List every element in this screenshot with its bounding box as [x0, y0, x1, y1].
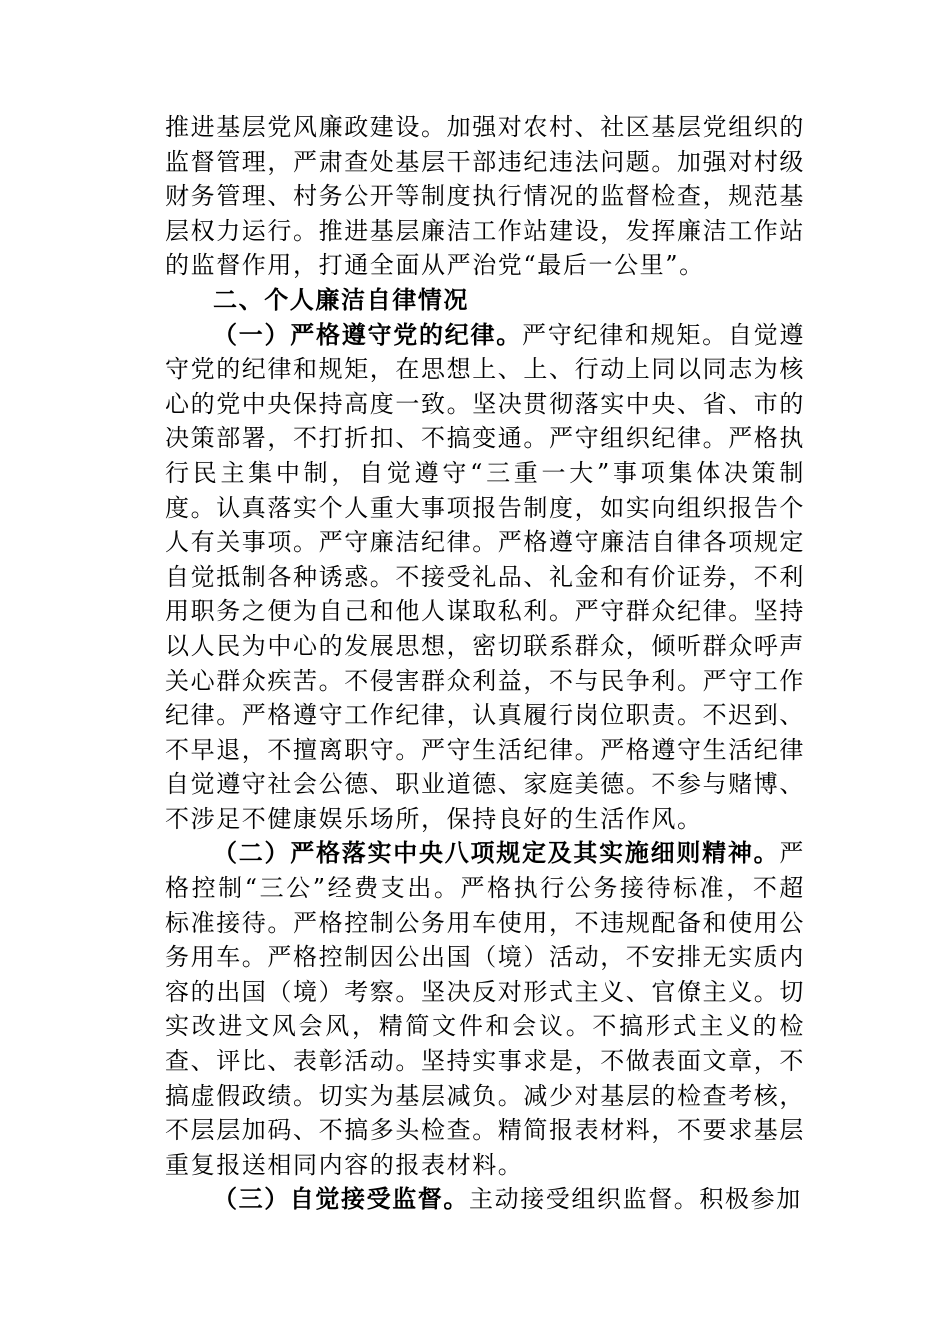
item-paragraph-1	[165, 318, 805, 837]
item-text-2: 严格控制“三公”经费支出。严格执行公务接待标准，不超标准接待。严格控制公务用车使用，不违规配备和使用公务用车。严格控制因公出国（境）活动，不安排无实质内容的出国（境）考察。坚决反对形式主义、官僚主义。切实改进文风会风，精简文件和会议。不搞形式主义的检查、评比、表彰活动。坚持实事求是，不做表面文章，不搞虚假政绩。切实为基层减负。减少对基层的检查考核，不层层加码、不搞多头检查。精简报表材料，不要求基层重复报送相同内容的报表材料。	[165, 839, 805, 1179]
item-text-1: 严守纪律和规矩。自觉遵守党的纪律和规矩，在思想上、上、行动上同以同志为核心的党中央保持高度一致。坚决贯彻落实中央、省、市的决策部署，不打折扣、不搞变通。严守组织纪律。严格执行民主集中制，自觉遵守“三重一大”事项集体决策制度。认真落实个人重大事项报告制度，如实向组织报告个人有关事项。严守廉洁纪律。严格遵守廉洁自律各项规定自觉抵制各种诱惑。不接受礼品、礼金和有价证券，不利用职务之便为自己和他人谋取私利。严守群众纪律。坚持以人民为中心的发展思想，密切联系群众，倾听群众呼声关心群众疾苦。不侵害群众利益，不与民争利。严守工作纪律。严格遵守工作纪律，认真履行岗位职责。不迟到、不早退，不擅离职守。严守生活纪律。严格遵守生活纪律自觉遵守社会公德、职业道德、家庭美德。不参与赌博、不涉足不健康娱乐场所，保持良好的生活作风。	[165, 320, 806, 833]
document-page	[165, 110, 805, 1217]
item-lead-1: （一）严格遵守党的纪律。	[213, 319, 522, 349]
item-paragraph-2	[165, 836, 805, 1182]
item-text-3: 主动接受组织监督。积极参加	[469, 1185, 802, 1214]
item-paragraph-3	[165, 1182, 805, 1217]
section-heading: 二、个人廉洁自律情况	[213, 285, 469, 314]
intro-paragraph: 推进基层党风廉政建设。加强对农村、社区基层党组织的监督管理，严肃查处基层干部违纪违法问题。加强对村级财务管理、村务公开等制度执行情况的监督检查，规范基层权力运行。推进基层廉洁工作站建设，发挥廉洁工作站的监督作用，打通全面从严治党“最后一公里”。	[165, 113, 805, 280]
item-lead-3: （三）自觉接受监督。	[213, 1184, 469, 1214]
item-lead-2: （二）严格落实中央八项规定及其实施细则精神。	[213, 838, 780, 868]
